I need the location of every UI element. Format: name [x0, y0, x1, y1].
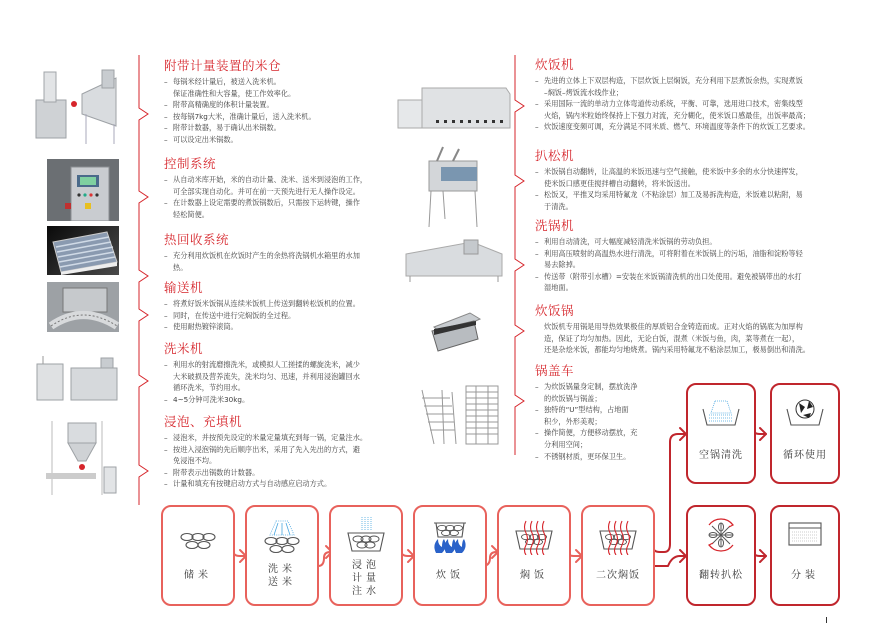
pot-washing-icon [701, 399, 741, 429]
bullet: – 独特的“U”型结构，占地面 [535, 405, 629, 415]
bullet: – 同时，在传送中进行完焖饭的全过程。 [164, 310, 296, 320]
step-label: 循环使用 [783, 450, 827, 461]
step-label-line: 浸泡 [352, 560, 380, 571]
bullet: 炊饭机专用锅是用导热效果极佳的厚质铝合金铸造而成。正对火焰的锅底为加厚构 [544, 322, 803, 331]
bullet: – 利用高压喷射的高温热水进行清洗，可将附着在米饭锅上的污垢，油脂和淀粉等轻 [535, 248, 803, 258]
bullet: 循环洗米，节约用水。 [173, 383, 245, 393]
bullet: 分利用空间； [544, 439, 588, 449]
step-label: 二次焖饭 [596, 570, 640, 581]
page-mark [826, 617, 827, 623]
bullet: 轻松简便。 [173, 209, 209, 219]
flow-step-loosen [686, 505, 756, 606]
bullet: 造，保证了均匀加热。因此，无论白饭，混煮（米饭与鱼，肉，菜等煮在一起）， [544, 333, 800, 343]
bullet: 大米破损及营养流失，洗米均匀、迅速，并利用浸泡罐回水 [173, 371, 360, 381]
flow-step-cook [413, 505, 487, 606]
section-title: 附带计量装置的米仓 [164, 58, 282, 73]
section-title: 洗锅机 [535, 218, 575, 233]
bullet: – 不锈钢材质，更环保卫生。 [535, 451, 631, 461]
step-label: 炊饭 [436, 570, 464, 581]
bullet: – 使用耐热镀锌滚筒。 [164, 322, 238, 332]
bullet: – 米饭锅自动翻转，让高温的米饭迅速与空气接触，使米饭中多余的水分快速挥发， [535, 167, 803, 176]
bullet: – 松饭叉，平推叉均采用特氟龙（不粘涂层）加工及易拆洗构造，米饭难以粘附，易 [535, 190, 803, 200]
rotate-loosen-icon [703, 517, 739, 553]
bullet: 热。 [173, 262, 188, 272]
step-label-line: 注水 [352, 586, 380, 597]
bullet: – 利用水的射流磨擦洗米，或模拟人工搓揉的螺旋洗米，减少 [164, 360, 360, 369]
bullet: – 炊饭速度变频可调，充分满足不同米质、燃气、环境温度等条件下的炊饭工艺要求。 [535, 122, 810, 132]
section-title: 热回收系统 [164, 232, 230, 247]
bullet: – 按进入浸泡锅的先后顺序出米，采用了先入先出的方式，避 [164, 444, 360, 454]
flow-step-portion [770, 505, 840, 606]
bullet: – 每锅米经计量后，被送入洗米机。 [164, 77, 281, 86]
tray-icon [787, 521, 823, 547]
bullet: – 传送带（附带引水槽）=安装在米饭锅清洗机的出口处使用。避免被锅带出的水打 [535, 271, 802, 281]
step-label: 翻转扒松 [699, 570, 743, 581]
step-label: 空锅清洗 [699, 450, 743, 461]
bullet: – 按每锅7kg大米，准确计量后，送入洗米机。 [164, 111, 316, 121]
flow-step-storage [161, 505, 235, 606]
flow-step-reuse [770, 383, 840, 484]
bullet: – 利用自动清洗，可大幅度减轻清洗米饭锅的劳动负担。 [535, 237, 717, 246]
flow-step-steam-second [581, 505, 655, 606]
bullet: 积少，外形美观； [544, 416, 602, 426]
step-label: 焖饭 [520, 570, 548, 581]
section-title: 扒松机 [535, 148, 575, 163]
bullet: –焖饭–烤饭流水线作业； [544, 87, 624, 97]
bullet: 易去除掉。 [544, 260, 580, 270]
step-label-line: 洗米 [268, 564, 296, 575]
bullet: – 先进的立体上下双层构造，下层炊饭上层焖饭，充分利用下层煮饭余热，实现煮饭 [535, 76, 803, 85]
rice-grains-icon [178, 531, 218, 553]
bullet: 湿地面。 [544, 283, 573, 293]
bullet: 保证准确性和大容量，使工作效率化。 [173, 88, 296, 98]
section-title: 输送机 [164, 280, 204, 295]
step-label-line: 计量 [352, 573, 380, 584]
rice-washing-shower-icon [262, 519, 302, 555]
section-title: 炊饭机 [535, 57, 575, 72]
section-title: 控制系统 [164, 156, 217, 171]
bullet: 可全部实现自动化。并可在前一天预先进行无人操作设定。 [173, 186, 360, 196]
bullet: – 浸泡米，并按预先设定的米量定量填充到每一锅，定量注水。 [164, 433, 368, 442]
bullet: – 将煮好饭米饭锅从连续米饭机上传送到翻转松饭机的位置。 [164, 299, 360, 308]
bullet: – 附带表示出锅数的计数器。 [164, 467, 260, 477]
steaming-basin-icon [514, 519, 554, 555]
section-title: 锅盖车 [535, 363, 575, 378]
flow-step-wash [245, 505, 319, 606]
bullet: – 可以设定出米锅数。 [164, 134, 238, 144]
bullet: – 操作简便，方便移动摆放，充 [535, 428, 638, 438]
section-title: 炊饭锅 [535, 303, 575, 318]
bullet: – 4~5分钟可洗米30kg。 [164, 394, 250, 404]
bullet: – 附带高精确度的体积计量装置。 [164, 100, 274, 110]
bullet: – 为炊饭锅量身定制，摆放洗净 [535, 382, 638, 391]
bullet: 使米饭口感更佳搅拌槽自动翻转，将米饭送出。 [544, 178, 695, 188]
recycle-basin-icon [785, 397, 825, 429]
bullet: 还是杂烩米饭，都能均匀地烧煮。锅内采用特氟龙不粘涂层加工，极易倒出和清洗。 [544, 345, 810, 355]
flow-step-soak [329, 505, 403, 606]
bullet: – 计量和填充有按键启动方式与自动感应启动方式。 [164, 479, 332, 489]
flow-step-steam [497, 505, 571, 606]
step-label: 分装 [791, 570, 819, 581]
step-label: 储米 [184, 570, 212, 581]
step-label-line: 送米 [268, 577, 296, 588]
section-title: 洗米机 [164, 341, 204, 356]
steaming-basin-icon [598, 519, 638, 555]
bullet: – 在计数器上设定需要的煮饭锅数后，只需按下运转键，操作 [164, 198, 360, 208]
flow-step-pot-wash [686, 383, 756, 484]
section-title: 浸泡、充填机 [164, 414, 243, 429]
bullet: 的炊饭锅与锅盖； [544, 393, 602, 403]
bullet: – 采用国际一流的单动力立体弯道传动系统，平衡、可靠，选用进口技术，密集线型 [535, 99, 803, 109]
bullet: – 附带计数器，易于确认出米锅数。 [164, 123, 281, 133]
bullet: 免浸泡不均。 [173, 456, 217, 466]
bullet: 于清洗。 [544, 201, 573, 211]
soak-basin-icon [346, 517, 386, 555]
cooking-flame-pot-icon [430, 519, 470, 555]
bullet: 火焰，锅内米粒始终保持上下强力对流，充分糊化，使米饭口感最佳，出饭率最高； [544, 110, 810, 120]
bullet: – 充分利用炊饭机在炊饭时产生的余热将洗锅机水箱里的水加 [164, 251, 360, 260]
bullet: – 从自动米库开始，米的自动计量、洗米、送米到浸泡的工作， [164, 175, 368, 184]
